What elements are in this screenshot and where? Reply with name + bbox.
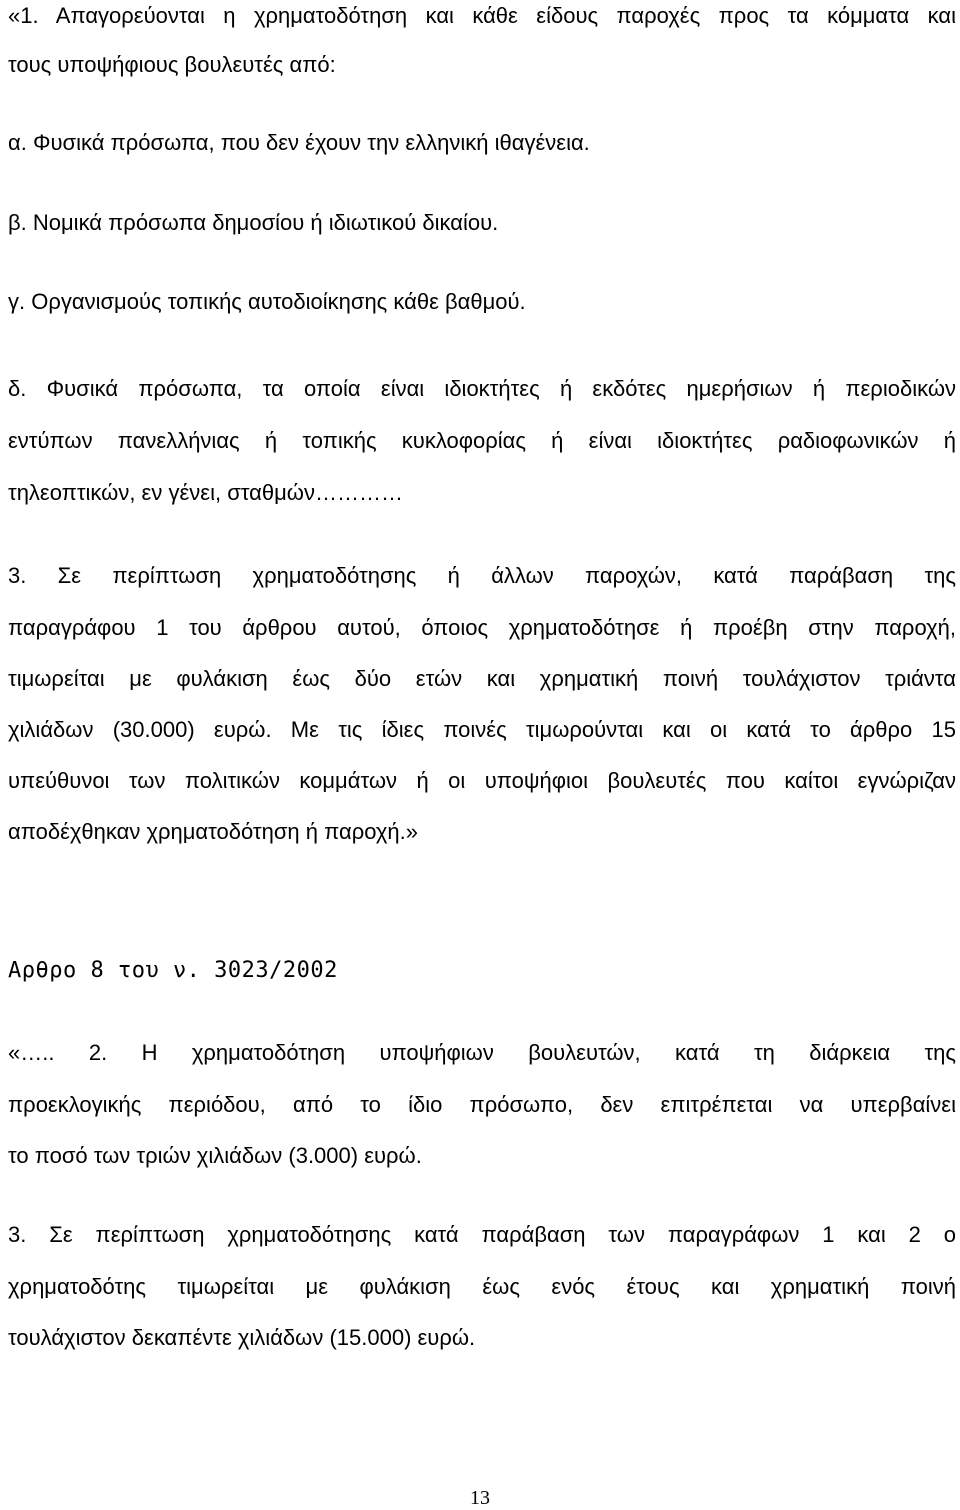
article-paragraph-3-line: 3. Σε περίπτωση χρηματοδότησης ή άλλων παροχών, κατά παράβαση της <box>8 563 956 588</box>
law-paragraph-3-line: 3. Σε περίπτωση χρηματοδότησης κατά παράβαση των παραγράφων 1 και 2 ο <box>8 1222 956 1247</box>
list-item-d-line: εντύπων πανελλήνιας ή τοπικής κυκλοφορίας ή είναι ιδιοκτήτες ραδιοφωνικών ή <box>8 428 956 453</box>
law-paragraph-2-line: «….. 2. Η χρηματοδότηση υποψήφιων βουλευτών, κατά τη διάρκεια της <box>8 1040 956 1065</box>
law-paragraph-3-line: τουλάχιστον δεκαπέντε χιλιάδων (15.000) ευρώ. <box>8 1325 476 1350</box>
section-heading: Αρθρο 8 του ν. 3023/2002 <box>8 958 338 983</box>
list-item-b: β. Νομικά πρόσωπα δημοσίου ή ιδιωτικού δικαίου. <box>8 210 499 235</box>
page-number: 13 <box>470 1487 490 1509</box>
article-paragraph-3-line: υπεύθυνοι των πολιτικών κομμάτων ή οι υποψήφιοι βουλευτές που καίτοι εγνώριζαν <box>8 768 956 793</box>
list-item-d-line: δ. Φυσικά πρόσωπα, τα οποία είναι ιδιοκτήτες ή εκδότες ημερήσιων ή περιοδικών <box>8 376 956 401</box>
list-item-a: α. Φυσικά πρόσωπα, που δεν έχουν την ελληνική ιθαγένεια. <box>8 130 590 155</box>
article-paragraph-3-line: χιλιάδων (30.000) ευρώ. Με τις ίδιες ποινές τιμωρούνται και οι κατά το άρθρο 15 <box>8 717 956 742</box>
article-paragraph-3-line: παραγράφου 1 του άρθρου αυτού, όποιος χρηματοδότησε ή προέβη στην παροχή, <box>8 615 956 640</box>
law-paragraph-3-line: χρηματοδότης τιμωρείται με φυλάκιση έως ενός έτους και χρηματική ποινή <box>8 1274 956 1299</box>
law-paragraph-2-line: το ποσό των τριών χιλιάδων (3.000) ευρώ. <box>8 1143 422 1168</box>
list-item-d-line: τηλεοπτικών, εν γένει, σταθμών………… <box>8 480 403 505</box>
law-paragraph-2-line: προεκλογικής περιόδου, από το ίδιο πρόσωπο, δεν επιτρέπεται να υπερβαίνει <box>8 1092 956 1117</box>
article-paragraph-3-line: αποδέχθηκαν χρηματοδότηση ή παροχή.» <box>8 819 419 844</box>
list-item-c: γ. Οργανισμούς τοπικής αυτοδιοίκησης κάθε βαθμού. <box>8 289 526 314</box>
article-paragraph-1-line: τους υποψήφιους βουλευτές από: <box>8 52 336 77</box>
article-paragraph-1-line: «1. Απαγορεύονται η χρηματοδότηση και κάθε είδους παροχές προς τα κόμματα και <box>8 3 956 28</box>
article-paragraph-3-line: τιμωρείται με φυλάκιση έως δύο ετών και χρηματική ποινή τουλάχιστον τριάντα <box>8 666 956 691</box>
